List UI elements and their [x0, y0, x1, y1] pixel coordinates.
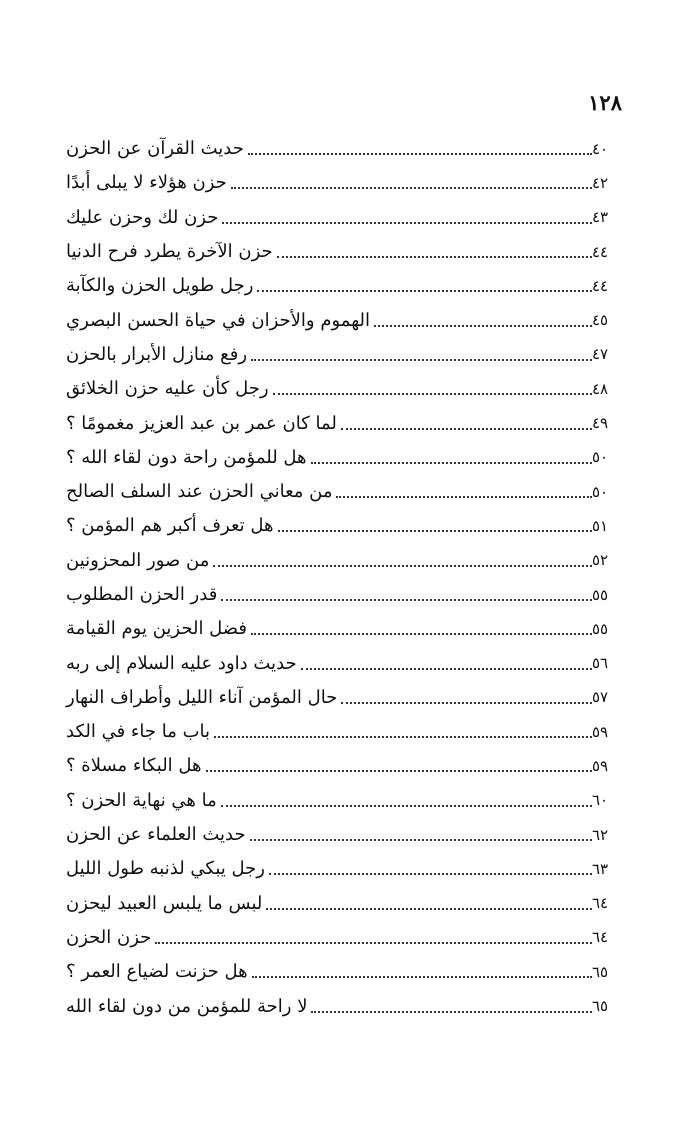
- toc-entry: [60, 303, 622, 337]
- toc-entry: [60, 681, 622, 715]
- toc-entry: [60, 921, 622, 955]
- toc-entry-title: رجل كأن عليه حزن الخلائق: [66, 378, 269, 400]
- toc-entry-title: حزن هؤلاء لا يبلى أبدًا: [66, 172, 227, 194]
- toc-entry-title: لا راحة للمؤمن من دون لقاء الله: [66, 995, 308, 1017]
- toc-entry: [60, 475, 622, 509]
- toc-entry-page: ٥٦: [592, 654, 609, 673]
- dot-leader: [251, 359, 592, 361]
- dot-leader: [311, 462, 592, 464]
- toc-entry-title: رجل يبكي لذنبه طول الليل: [66, 858, 265, 880]
- toc-entry-title: لبس ما يلبس العبيد ليحزن: [66, 892, 263, 914]
- dot-leader: [269, 873, 592, 875]
- toc-entry-page: ٥٥: [592, 585, 609, 604]
- toc-entry-title: من صور المحزونين: [66, 549, 210, 571]
- toc-entry-title: هل حزنت لضياع العمر ؟: [66, 961, 248, 983]
- toc-entry-page: ٥٢: [592, 551, 609, 570]
- toc-entry-title: باب ما جاء في الكد: [66, 721, 211, 743]
- toc-entry: [60, 715, 622, 749]
- toc-entry-page: ٤٢: [592, 173, 609, 192]
- toc-entry-title: حزن الحزن: [66, 926, 152, 948]
- dot-leader: [257, 290, 592, 292]
- toc-entry: [60, 612, 622, 646]
- dot-leader: [231, 187, 592, 189]
- dot-leader: [221, 805, 592, 807]
- dot-leader: [155, 942, 592, 944]
- toc-entry-title: رجل طويل الحزن والكآبة: [66, 275, 254, 297]
- toc-entry: [60, 955, 622, 989]
- toc-entry-page: ٥٥: [592, 619, 609, 638]
- dot-leader: [222, 222, 592, 224]
- dot-leader: [251, 633, 592, 635]
- dot-leader: [278, 530, 592, 532]
- dot-leader: [341, 702, 592, 704]
- toc-entry-page: ٤٥: [592, 311, 609, 330]
- toc-entry: [60, 852, 622, 886]
- toc-entry-title: حديث العلماء عن الحزن: [66, 824, 246, 846]
- toc-entry: [60, 509, 622, 543]
- toc-entry: [60, 818, 622, 852]
- toc-entry-title: فضل الحزين يوم القيامة: [66, 618, 248, 640]
- toc-entry-title: ما هي نهاية الحزن ؟: [66, 789, 217, 811]
- dot-leader: [206, 770, 592, 772]
- toc-entry-title: حزن لك وحزن عليك: [66, 206, 219, 228]
- toc-entry: [60, 646, 622, 680]
- toc-entry-page: ٤٤: [592, 242, 609, 261]
- toc-entry-title: من معاني الحزن عند السلف الصالح: [66, 481, 333, 503]
- toc-entry-title: حديث داود عليه السلام إلى ربه: [66, 652, 297, 674]
- dot-leader: [266, 908, 592, 910]
- dot-leader: [250, 839, 592, 841]
- toc-entry: [60, 784, 622, 818]
- toc-entry-title: هل تعرف أكبر هم المؤمن ؟: [66, 515, 274, 537]
- toc-entry: [60, 235, 622, 269]
- dot-leader: [301, 668, 592, 670]
- toc-entry-page: ٤٤: [592, 276, 609, 295]
- dot-leader: [213, 565, 592, 567]
- dot-leader: [248, 153, 592, 155]
- toc-entry: [60, 749, 622, 783]
- table-of-contents: [60, 132, 622, 1024]
- toc-entry-title: لما كان عمر بن عبد العزيز مغمومًا ؟: [66, 412, 337, 434]
- toc-entry-page: ٥٠: [592, 448, 609, 467]
- toc-entry-title: حديث القرآن عن الحزن: [66, 138, 244, 160]
- toc-entry-page: ٥١: [592, 516, 609, 535]
- toc-entry-page: ٥٩: [592, 756, 609, 775]
- toc-entry: [60, 166, 622, 200]
- toc-entry: [60, 887, 622, 921]
- toc-entry: [60, 132, 622, 166]
- dot-leader: [277, 256, 592, 258]
- toc-entry-page: ٤٩: [592, 414, 609, 433]
- toc-entry-page: ٤٣: [592, 208, 609, 227]
- toc-entry-title: رفع منازل الأبرار بالحزن: [66, 343, 248, 365]
- toc-entry-page: ٦٢: [592, 825, 609, 844]
- toc-entry-page: ٤٨: [592, 379, 609, 398]
- toc-entry: [60, 441, 622, 475]
- toc-entry-page: ٥٩: [592, 722, 609, 741]
- toc-entry-title: قدر الحزن المطلوب: [66, 584, 218, 605]
- toc-entry-page: ٦٣: [592, 859, 609, 878]
- toc-entry: [60, 269, 622, 303]
- dot-leader: [252, 976, 592, 978]
- toc-entry-title: حزن الآخرة يطرد فرح الدنيا: [66, 241, 273, 263]
- dot-leader: [273, 393, 592, 395]
- toc-entry-page: ٦٥: [592, 997, 609, 1016]
- toc-entry: [60, 406, 622, 440]
- toc-entry-title: هل البكاء مسلاة ؟: [66, 755, 202, 777]
- dot-leader: [311, 1011, 592, 1013]
- toc-entry-title: الهموم والأحزان في حياة الحسن البصري: [66, 309, 370, 331]
- toc-entry-page: ٤٠: [592, 139, 609, 158]
- toc-entry-title: هل للمؤمن راحة دون لقاء الله ؟: [66, 446, 307, 468]
- dot-leader: [336, 496, 592, 498]
- dot-leader: [214, 736, 592, 738]
- toc-entry-page: ٤٧: [592, 345, 609, 364]
- dot-leader: [221, 599, 592, 601]
- toc-entry: [60, 338, 622, 372]
- toc-entry-page: ٥٧: [592, 688, 609, 707]
- toc-entry: [60, 372, 622, 406]
- toc-entry-page: ٥٠: [592, 482, 609, 501]
- page-number: ١٢٨: [588, 90, 622, 115]
- dot-leader: [374, 325, 592, 327]
- toc-entry-page: ٦٠: [592, 791, 609, 810]
- dot-leader: [341, 428, 592, 430]
- toc-entry-page: ٦٤: [592, 928, 609, 947]
- toc-entry: [60, 989, 622, 1023]
- toc-entry: [60, 201, 622, 235]
- toc-entry-title: حال المؤمن آناء الليل وأطراف النهار: [66, 686, 338, 708]
- toc-entry: [60, 578, 622, 612]
- toc-entry-page: ٦٥: [592, 962, 609, 981]
- toc-entry-page: ٦٤: [592, 894, 609, 913]
- toc-entry: [60, 544, 622, 578]
